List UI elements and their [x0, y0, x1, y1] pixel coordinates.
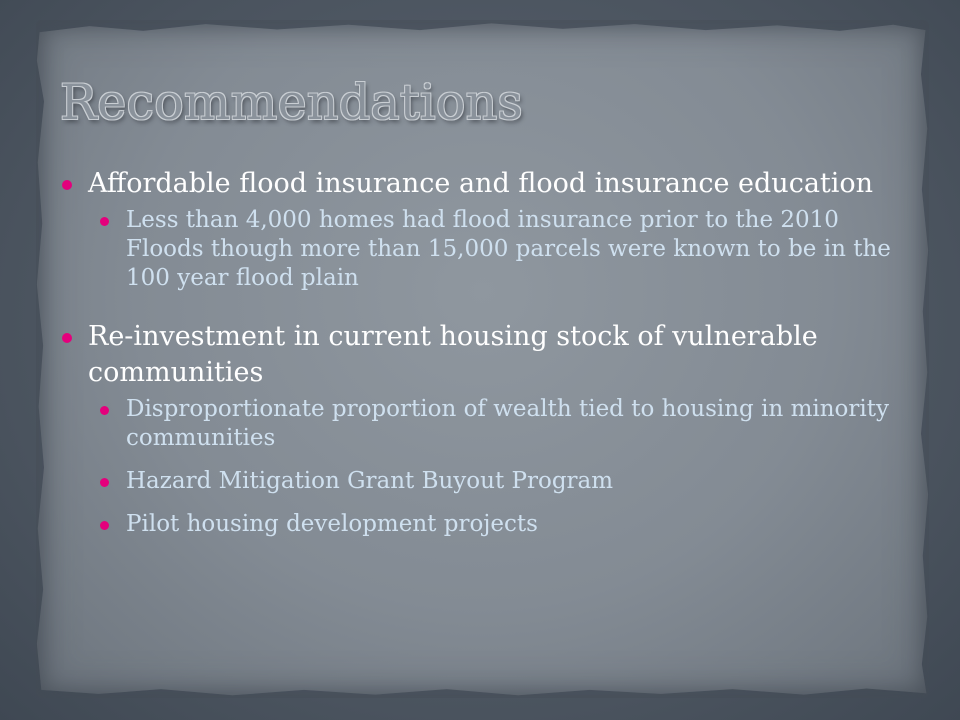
sub-bullet-item-wealth: [60, 395, 900, 453]
sub-bullet-item-buyout: [60, 467, 900, 496]
bullet-dot-icon: [62, 180, 72, 190]
sub-bullet-text: Hazard Mitigation Grant Buyout Program: [126, 468, 614, 494]
sub-bullet-dot-icon: [100, 521, 109, 530]
bullet-item-insurance: [60, 166, 900, 202]
bullet-dot-icon: [62, 333, 72, 343]
sub-bullet-dot-icon: [100, 217, 109, 226]
bullet-text: Affordable flood insurance and flood insurance education: [88, 168, 874, 199]
sub-bullet-text: Less than 4,000 homes had flood insurance prior to the 2010 Floods though more than 15,000 parcels were known to be in the 100 year flood plain: [126, 207, 891, 291]
slide-title: Recommendations: [60, 74, 523, 131]
bullet-list: [60, 166, 900, 539]
bullet-item-reinvestment: [60, 319, 900, 391]
sub-bullet-item-insurance-stats: [60, 206, 900, 293]
sub-bullet-item-pilot: [60, 510, 900, 539]
bullet-text: Re-investment in current housing stock of vulnerable communities: [88, 321, 818, 388]
sub-bullet-dot-icon: [100, 478, 109, 487]
sub-bullet-dot-icon: [100, 406, 109, 415]
sub-bullet-text: Disproportionate proportion of wealth tied to housing in minority communities: [126, 396, 889, 451]
sub-bullet-text: Pilot housing development projects: [126, 511, 538, 537]
